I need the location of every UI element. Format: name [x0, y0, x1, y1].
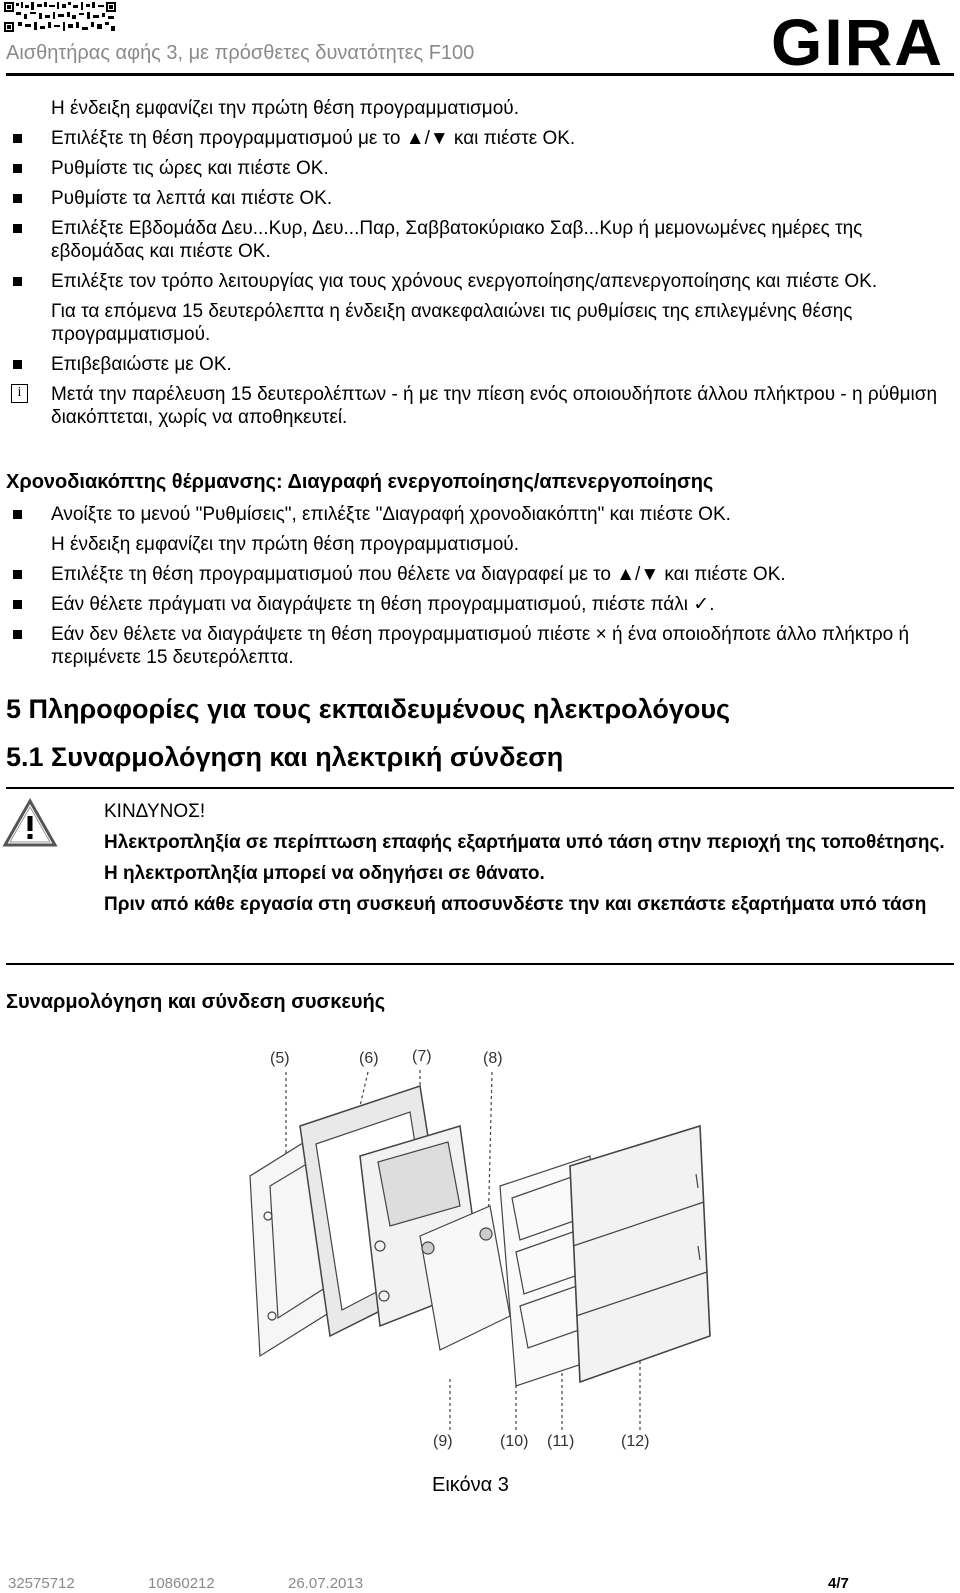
list-item: Επιλέξτε Εβδομάδα Δευ...Κυρ, Δευ...Παρ, Σαββατοκύριακο Σαβ...Κυρ ή μεμονωμένες ημέρες της εβδομάδας και πιέστε OK.	[6, 217, 956, 263]
list-item: Επιλέξτε τη θέση προγραμματισμού με το ▲/▼ και πιέστε OK.	[6, 127, 956, 150]
footer-order-number: 10860212	[148, 1575, 215, 1592]
figure-caption: Εικόνα 3	[432, 1474, 509, 1496]
instructions-block-2	[6, 503, 956, 676]
warning-text: Πριν από κάθε εργασία στη συσκευή αποσυνδέστε την και σκεπάστε εξαρτήματα υπό τάση	[104, 894, 927, 915]
info-note-text: Μετά την παρέλευση 15 δευτερολέπτων - ή με την πίεση ενός οποιουδήποτε άλλου πλήκτρου - η ρύθμιση διακόπτεται, χωρίς να αποθηκευτεί.	[51, 384, 938, 428]
header-divider	[6, 73, 954, 76]
list-item: Ρυθμίστε τις ώρες και πιέστε OK.	[6, 157, 956, 180]
heading-section-5-1: 5.1 Συναρμολόγηση και ηλεκτρική σύνδεση	[6, 742, 564, 772]
callout-6: (6)	[359, 1050, 379, 1067]
list-item: Εάν θέλετε πράγματι να διαγράψετε τη θέση προγραμματισμού, πιέστε πάλι ✓.	[6, 593, 956, 616]
footer-page-number: 4/7	[828, 1575, 849, 1592]
warning-icon	[2, 798, 58, 848]
barcode-icon	[4, 2, 116, 32]
exploded-assembly-diagram	[220, 1066, 720, 1430]
document-title: Αισθητήρας αφής 3, με πρόσθετες δυνατότητες F100	[6, 42, 475, 64]
callout-7: (7)	[412, 1048, 432, 1065]
subheading-mounting: Συναρμολόγηση και σύνδεση συσκευής	[6, 991, 386, 1013]
callout-8: (8)	[483, 1050, 503, 1067]
danger-warning	[104, 800, 954, 924]
heading-chapter-5: 5 Πληροφορίες για τους εκπαιδευμένους ηλεκτρολόγους	[6, 694, 731, 724]
footer-doc-number: 32575712	[8, 1575, 75, 1592]
list-item: Η ένδειξη εμφανίζει την πρώτη θέση προγραμματισμού.	[51, 534, 519, 555]
callout-10: (10)	[500, 1433, 529, 1450]
section-divider	[6, 787, 954, 789]
list-item: Η ένδειξη εμφανίζει την πρώτη θέση προγραμματισμού.	[51, 98, 519, 119]
info-icon: i	[11, 384, 28, 403]
callout-9: (9)	[433, 1433, 453, 1450]
list-item: Εάν δεν θέλετε να διαγράψετε τη θέση προγραμματισμού πιέστε × ή ένα οποιοδήποτε άλλο πλήκτρο ή περιμένετε 15 δευτερόλεπτα.	[6, 623, 956, 669]
warning-text: Η ηλεκτροπληξία μπορεί να οδηγήσει σε θάνατο.	[104, 863, 545, 884]
list-item: Ανοίξτε το μενού "Ρυθμίσεις", επιλέξτε "Διαγραφή χρονοδιακόπτη" και πιέστε OK.	[6, 503, 956, 526]
callout-5: (5)	[270, 1050, 290, 1067]
list-item: Επιλέξτε τον τρόπο λειτουργίας για τους χρόνους ενεργοποίησης/απενεργοποίησης και πιέστε OK.	[6, 270, 956, 293]
gira-logo: GIRA	[771, 5, 944, 79]
callout-11: (11)	[547, 1433, 575, 1450]
warning-label: ΚΙΝΔΥΝΟΣ!	[104, 801, 206, 822]
info-note	[6, 383, 956, 429]
list-item: Ρυθμίστε τα λεπτά και πιέστε OK.	[6, 187, 956, 210]
footer-date: 26.07.2013	[288, 1575, 364, 1592]
instructions-block-1	[6, 97, 956, 436]
warning-divider	[6, 963, 954, 965]
list-item: Επιβεβαιώστε με OK.	[6, 353, 956, 376]
warning-text: Ηλεκτροπληξία σε περίπτωση επαφής εξαρτήματα υπό τάση στην περιοχή της τοποθέτησης.	[104, 832, 945, 853]
list-item: Επιλέξτε τη θέση προγραμματισμού που θέλετε να διαγραφεί με το ▲/▼ και πιέστε OK.	[6, 563, 956, 586]
list-item: Για τα επόμενα 15 δευτερόλεπτα η ένδειξη ανακεφαλαιώνει τις ρυθμίσεις της επιλεγμένης θέσης προγραμματισμού.	[51, 301, 853, 345]
callout-12: (12)	[621, 1433, 650, 1450]
subheading-delete-timer: Χρονοδιακόπτης θέρμανσης: Διαγραφή ενεργοποίησης/απενεργοποίησης	[6, 471, 714, 493]
